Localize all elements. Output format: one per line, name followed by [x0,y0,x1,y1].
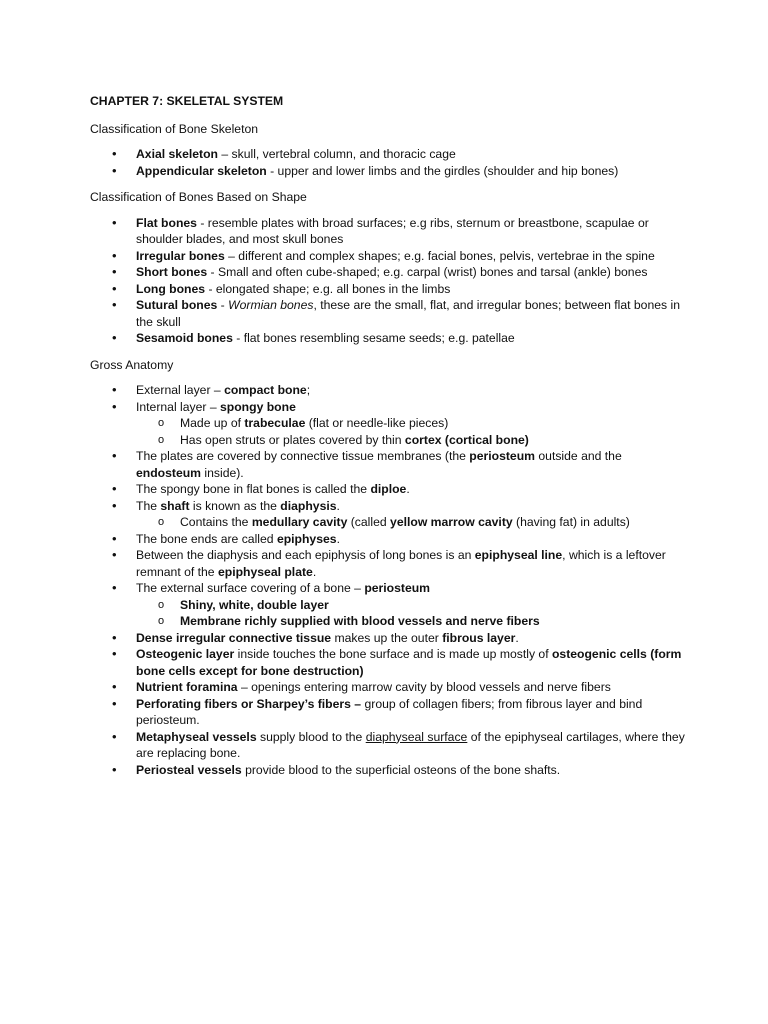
list-item [90,297,690,330]
list-item [90,531,690,548]
chapter-title: CHAPTER 7: SKELETAL SYSTEM [90,94,284,108]
text: (flat or needle-like pieces) [305,416,449,430]
definition: - upper and lower limbs and the girdles (shoulder and hip bones) [266,163,619,178]
section-heading-shape: Classification of Bones Based on Shape [90,190,307,204]
list-item [90,448,690,481]
list-item [90,630,690,647]
italic-term: Wormian bones [228,298,314,312]
text: supply blood to the [256,729,366,744]
term: compact bone [224,383,307,397]
term: epiphyseal line [474,548,563,562]
term: periosteum [364,581,431,595]
list-item [90,215,690,248]
section-heading-skeleton: Classification of Bone Skeleton [90,121,259,136]
term: epiphyseal plate [217,564,313,579]
text: The spongy bone in flat bones is called the [136,482,371,496]
list-item [90,762,690,779]
term: osteogenic cells (form bone cells except for bone destruction) [136,647,682,678]
term: Long bones [136,281,206,296]
text: The plates are covered by connective tissue membranes (the [136,449,470,463]
term: periosteum [469,449,535,463]
text: – openings entering marrow cavity by blood vessels and nerve fibers [237,680,611,694]
sub-list [136,514,690,531]
definition: – skull, vertebral column, and thoracic cage [217,147,456,161]
list-item [90,498,690,531]
text: External layer – [136,383,225,397]
shape-list [90,215,690,347]
text: inside touches the bone surface and is made up mostly of [234,647,552,661]
definition: - flat bones resembling sesame seeds; e.g. patellae [232,331,515,345]
sub-list-item [136,415,690,432]
gross-anatomy-list [90,382,690,778]
sub-list [136,415,690,448]
term: diploe [370,482,407,496]
term: Metaphyseal vessels [136,729,257,744]
term: Shiny, white, double layer [180,597,329,612]
text: . [406,482,410,496]
term: Irregular bones [136,248,225,263]
term: Axial skeleton [136,147,218,161]
underlined-term: diaphyseal surface [365,729,468,744]
definition: - elongated shape; e.g. all bones in the limbs [205,281,451,296]
text: , which is a leftover remnant of the [136,548,666,579]
text: (called [347,515,391,529]
text: . [336,531,340,546]
sub-list-item [136,613,690,630]
text: group of collagen fibers; from fibrous layer and bind periosteum. [136,696,643,727]
text: outside and the [535,449,622,463]
term: Short bones [136,265,208,279]
term: Nutrient foramina [136,680,238,694]
text: makes up the outer [331,630,443,645]
list-item [90,399,690,449]
term: diaphysis [280,498,337,513]
text: The [136,498,161,513]
text: Between the diaphysis and each epiphysis of long bones is an [136,548,475,562]
list-item [90,580,690,630]
list-item [90,481,690,498]
text: Made up of [180,416,245,430]
term: yellow marrow cavity [390,515,513,529]
term: spongy bone [220,399,296,414]
list-item [90,547,690,580]
text: provide blood to the superficial osteons of the bone shafts. [241,762,561,777]
list-item [90,248,690,265]
definition: , these are the small, flat, and irregular bones; between flat bones in the skull [136,298,680,329]
term: Sesamoid bones [136,331,233,345]
list-item [90,146,690,163]
term: Osteogenic layer [136,647,235,661]
definition: – different and complex shapes; e.g. facial bones, pelvis, vertebrae in the spine [224,248,655,263]
term: Sutural bones [136,298,218,312]
term: epiphyses [276,531,337,546]
list-item [90,646,690,679]
term: endosteum [136,465,202,480]
list-item [90,330,690,347]
text: Has open struts or plates covered by thin [180,432,405,447]
term: cortex (cortical bone) [404,432,529,447]
term: Perforating fibers or Sharpey’s fibers – [136,696,362,711]
term: Dense irregular connective tissue [136,630,332,645]
skeleton-list [90,146,690,179]
text: The bone ends are called [136,531,277,546]
text: Internal layer – [136,399,221,414]
text: ; [306,383,311,397]
sub-list-item [136,514,690,531]
list-item [90,729,690,762]
sub-list-item [136,597,690,614]
list-item [90,696,690,729]
text: . [312,564,317,579]
term: shaft [160,498,190,513]
text: is known as the [189,498,281,513]
text: The external surface covering of a bone – [136,581,365,595]
term: trabeculae [244,416,306,430]
definition: - Small and often cube-shaped; e.g. carpal (wrist) bones and tarsal (ankle) bones [207,265,648,279]
list-item [90,264,690,281]
text: (having fat) in adults) [512,515,630,529]
sub-list-item [136,432,690,449]
definition: - resemble plates with broad surfaces; e.g ribs, sternum or breastbone, scapulae or shoulder blades, and most skull bones [136,215,649,246]
definition: - [217,298,229,312]
text: of the epiphyseal cartilages, where they are replacing bone. [136,729,685,760]
text: Contains the [180,515,252,529]
term: Periosteal vessels [136,762,242,777]
sub-list [136,597,690,630]
term: Appendicular skeleton [136,163,267,178]
section-heading-gross-anatomy: Gross Anatomy [90,357,174,372]
document-page [90,93,690,788]
list-item [90,679,690,696]
list-item [90,163,690,180]
text: . [336,498,340,513]
list-item [90,281,690,298]
text: . [515,630,519,645]
term: medullary cavity [251,515,348,529]
text: inside). [201,465,244,480]
term: fibrous layer [442,630,516,645]
list-item [90,382,690,399]
term: Membrane richly supplied with blood vessels and nerve fibers [180,614,540,628]
term: Flat bones [136,215,197,230]
